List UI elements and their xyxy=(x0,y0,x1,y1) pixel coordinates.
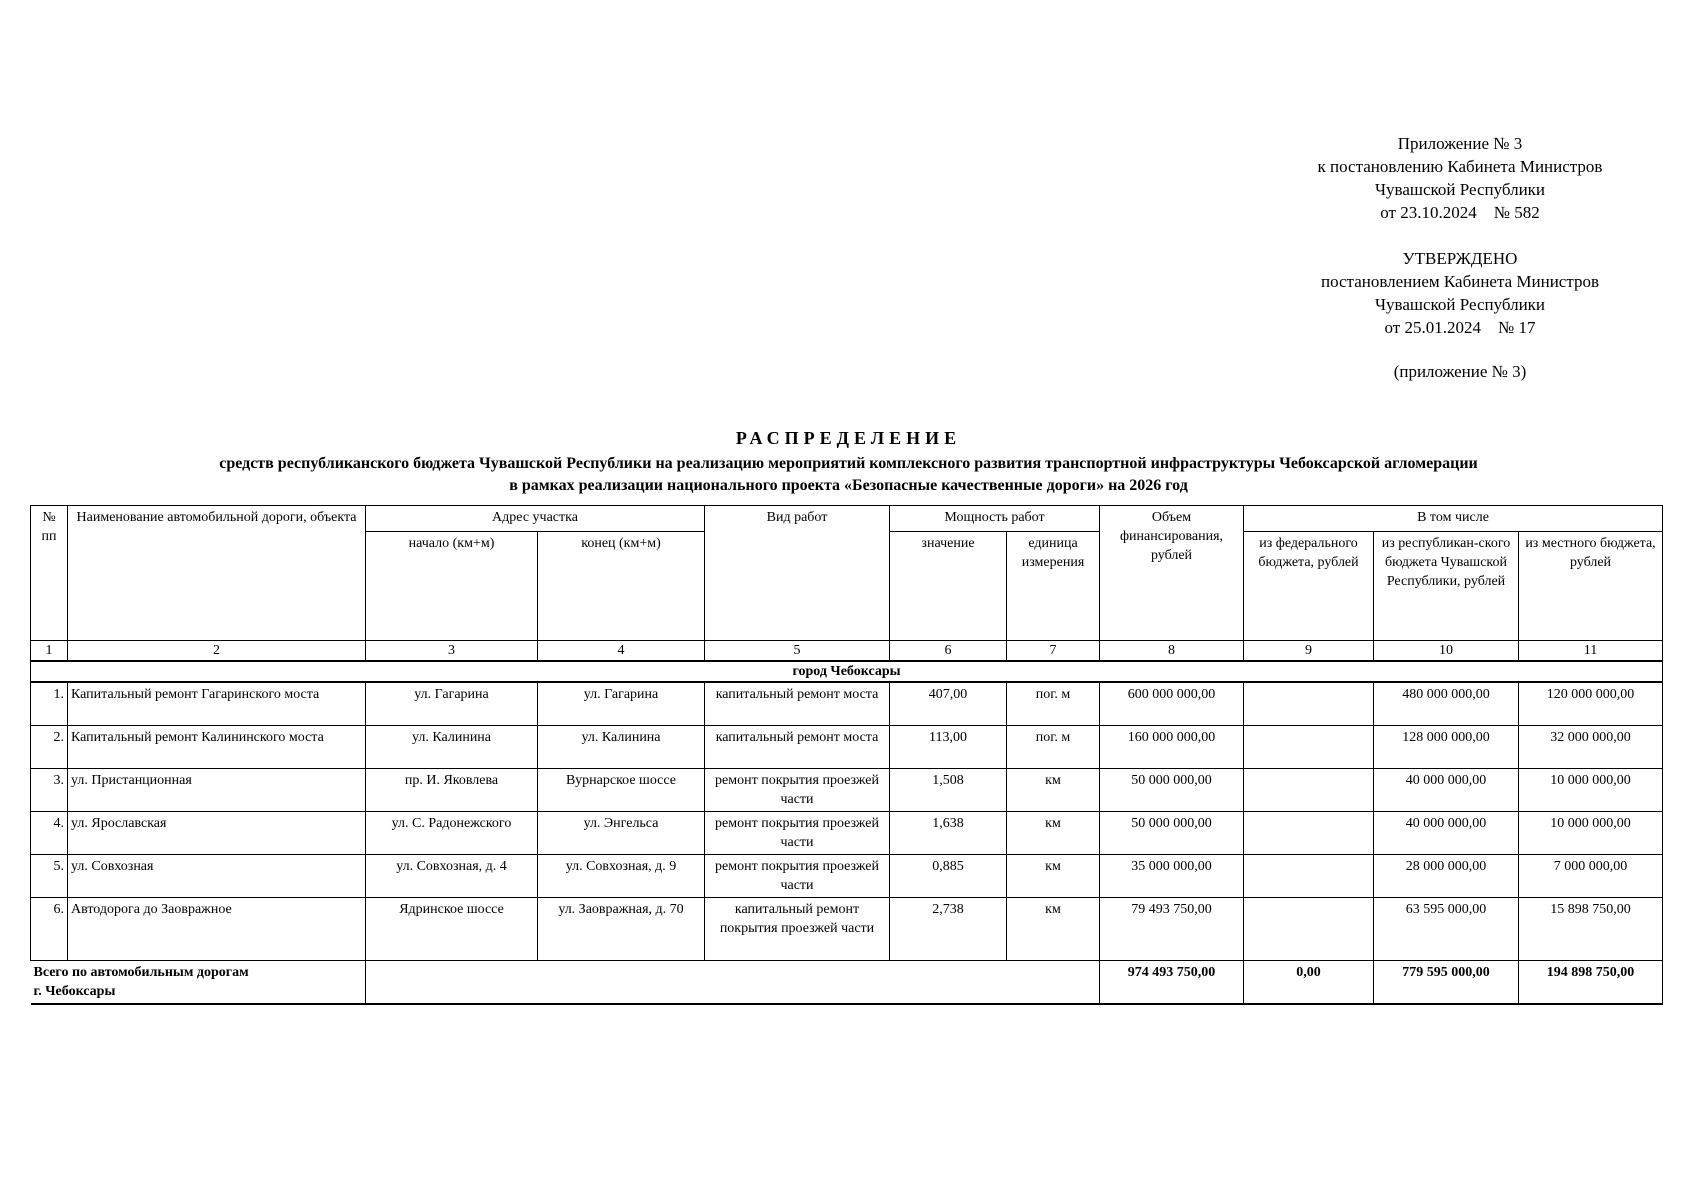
header-row-1 xyxy=(31,506,1663,532)
row-unit: км xyxy=(1007,769,1100,812)
header-capacity: Мощность работ xyxy=(890,506,1100,532)
row-num: 3. xyxy=(31,769,68,812)
header-num: № пп xyxy=(31,506,68,641)
row-federal xyxy=(1244,769,1374,812)
column-number: 2 xyxy=(68,641,366,662)
row-republic: 40 000 000,00 xyxy=(1374,769,1519,812)
row-value: 1,638 xyxy=(890,812,1007,855)
row-name: ул. Пристанционная xyxy=(68,769,366,812)
row-num: 5. xyxy=(31,855,68,898)
table-row xyxy=(31,855,1663,898)
row-name: Капитальный ремонт Гагаринского моста xyxy=(68,682,366,726)
row-federal xyxy=(1244,812,1374,855)
row-value: 407,00 xyxy=(890,682,1007,726)
row-value: 113,00 xyxy=(890,726,1007,769)
row-start: Ядринское шоссе xyxy=(366,898,538,961)
row-republic: 40 000 000,00 xyxy=(1374,812,1519,855)
column-number: 7 xyxy=(1007,641,1100,662)
column-number: 9 xyxy=(1244,641,1374,662)
row-federal xyxy=(1244,726,1374,769)
row-value: 2,738 xyxy=(890,898,1007,961)
appendix-note: (приложение № 3) xyxy=(1393,362,1527,381)
row-work: капитальный ремонт покрытия проезжей части xyxy=(705,898,890,961)
row-republic: 480 000 000,00 xyxy=(1374,682,1519,726)
total-blank xyxy=(366,961,1100,1005)
row-work: капитальный ремонт моста xyxy=(705,726,890,769)
approved-line2: постановлением Кабинета Министров xyxy=(1320,272,1600,291)
row-funding: 79 493 750,00 xyxy=(1100,898,1244,961)
row-unit: км xyxy=(1007,855,1100,898)
distribution-table xyxy=(30,505,1663,1005)
row-republic: 63 595 000,00 xyxy=(1374,898,1519,961)
approved-line4: от 25.01.2024 № 17 xyxy=(1384,318,1536,337)
column-number: 5 xyxy=(705,641,890,662)
document-title: РАСПРЕДЕЛЕНИЕ xyxy=(735,428,962,448)
row-num: 1. xyxy=(31,682,68,726)
header-value: значение xyxy=(890,532,1007,641)
row-unit: км xyxy=(1007,812,1100,855)
header-local: из местного бюджета, рублей xyxy=(1519,532,1663,641)
table-row xyxy=(31,769,1663,812)
table-row xyxy=(31,812,1663,855)
total-label xyxy=(31,961,366,1005)
row-end: ул. Энгельса xyxy=(538,812,705,855)
row-federal xyxy=(1244,682,1374,726)
row-value: 1,508 xyxy=(890,769,1007,812)
row-start: ул. Совхозная, д. 4 xyxy=(366,855,538,898)
total-local: 194 898 750,00 xyxy=(1519,961,1663,1005)
city-row xyxy=(31,661,1663,682)
header-end: конец (км+м) xyxy=(538,532,705,641)
column-number: 4 xyxy=(538,641,705,662)
row-num: 4. xyxy=(31,812,68,855)
row-local: 7 000 000,00 xyxy=(1519,855,1663,898)
header-including: В том числе xyxy=(1244,506,1663,532)
row-work: ремонт покрытия проезжей части xyxy=(705,769,890,812)
column-number: 6 xyxy=(890,641,1007,662)
row-unit: км xyxy=(1007,898,1100,961)
row-start: пр. И. Яковлева xyxy=(366,769,538,812)
table-row xyxy=(31,898,1663,961)
row-funding: 160 000 000,00 xyxy=(1100,726,1244,769)
column-number: 3 xyxy=(366,641,538,662)
row-start: ул. С. Радонежского xyxy=(366,812,538,855)
row-start: ул. Гагарина xyxy=(366,682,538,726)
row-value: 0,885 xyxy=(890,855,1007,898)
row-funding: 35 000 000,00 xyxy=(1100,855,1244,898)
appendix-line2: к постановлению Кабинета Министров xyxy=(1317,157,1603,176)
header-republic: из республикан-ского бюджета Чувашской Республики, рублей xyxy=(1374,532,1519,641)
subtitle-line2: в рамках реализации национального проекта «Безопасные качественные дороги» на 2026 год xyxy=(509,477,1188,494)
appendix-line3: Чувашской Республики xyxy=(1374,180,1546,199)
row-unit: пог. м xyxy=(1007,682,1100,726)
total-label-line1: Всего по автомобильным дорогам xyxy=(33,965,249,980)
row-work: ремонт покрытия проезжей части xyxy=(705,812,890,855)
row-republic: 28 000 000,00 xyxy=(1374,855,1519,898)
row-local: 15 898 750,00 xyxy=(1519,898,1663,961)
row-local: 10 000 000,00 xyxy=(1519,812,1663,855)
table-row xyxy=(31,726,1663,769)
row-end: ул. Калинина xyxy=(538,726,705,769)
column-number: 11 xyxy=(1519,641,1663,662)
header-work-type: Вид работ xyxy=(705,506,890,641)
approved-line1: УТВЕРЖДЕНО xyxy=(1402,249,1518,268)
column-number: 8 xyxy=(1100,641,1244,662)
appendix-line4: от 23.10.2024 № 582 xyxy=(1380,203,1540,222)
row-name: Автодорога до Заовражное xyxy=(68,898,366,961)
approved-header xyxy=(1270,247,1650,339)
header-funding: Объем финансирования, рублей xyxy=(1100,506,1244,641)
row-funding: 50 000 000,00 xyxy=(1100,812,1244,855)
header-name: Наименование автомобильной дороги, объекта xyxy=(68,506,366,641)
row-local: 32 000 000,00 xyxy=(1519,726,1663,769)
total-funding: 974 493 750,00 xyxy=(1100,961,1244,1005)
column-number: 1 xyxy=(31,641,68,662)
header-unit: единица измерения xyxy=(1007,532,1100,641)
table-row xyxy=(31,682,1663,726)
row-funding: 600 000 000,00 xyxy=(1100,682,1244,726)
city-name: город Чебоксары xyxy=(31,661,1663,682)
row-num: 6. xyxy=(31,898,68,961)
row-name: ул. Совхозная xyxy=(68,855,366,898)
header-start: начало (км+м) xyxy=(366,532,538,641)
row-end: ул. Гагарина xyxy=(538,682,705,726)
appendix-header xyxy=(1270,132,1650,224)
header-address: Адрес участка xyxy=(366,506,705,532)
total-row xyxy=(31,961,1663,1005)
appendix-line1: Приложение № 3 xyxy=(1397,134,1523,153)
row-end: ул. Совхозная, д. 9 xyxy=(538,855,705,898)
total-republic: 779 595 000,00 xyxy=(1374,961,1519,1005)
total-label-line2: г. Чебоксары xyxy=(33,984,116,999)
row-unit: пог. м xyxy=(1007,726,1100,769)
row-federal xyxy=(1244,855,1374,898)
column-number: 10 xyxy=(1374,641,1519,662)
row-end: Вурнарское шоссе xyxy=(538,769,705,812)
row-work: ремонт покрытия проезжей части xyxy=(705,855,890,898)
row-num: 2. xyxy=(31,726,68,769)
row-name: ул. Ярославская xyxy=(68,812,366,855)
row-name: Капитальный ремонт Калининского моста xyxy=(68,726,366,769)
column-number-row xyxy=(31,641,1663,662)
subtitle-line1: средств республиканского бюджета Чувашской Республики на реализацию мероприятий комплексного развития транспортной инфраструктуры Чебоксарской агломерации xyxy=(219,455,1478,472)
total-federal: 0,00 xyxy=(1244,961,1374,1005)
row-local: 120 000 000,00 xyxy=(1519,682,1663,726)
document-subtitle xyxy=(0,453,1697,497)
row-end: ул. Заовражная, д. 70 xyxy=(538,898,705,961)
approved-line3: Чувашской Республики xyxy=(1374,295,1546,314)
row-federal xyxy=(1244,898,1374,961)
row-work: капитальный ремонт моста xyxy=(705,682,890,726)
header-federal: из федерального бюджета, рублей xyxy=(1244,532,1374,641)
row-republic: 128 000 000,00 xyxy=(1374,726,1519,769)
row-local: 10 000 000,00 xyxy=(1519,769,1663,812)
row-funding: 50 000 000,00 xyxy=(1100,769,1244,812)
row-start: ул. Калинина xyxy=(366,726,538,769)
